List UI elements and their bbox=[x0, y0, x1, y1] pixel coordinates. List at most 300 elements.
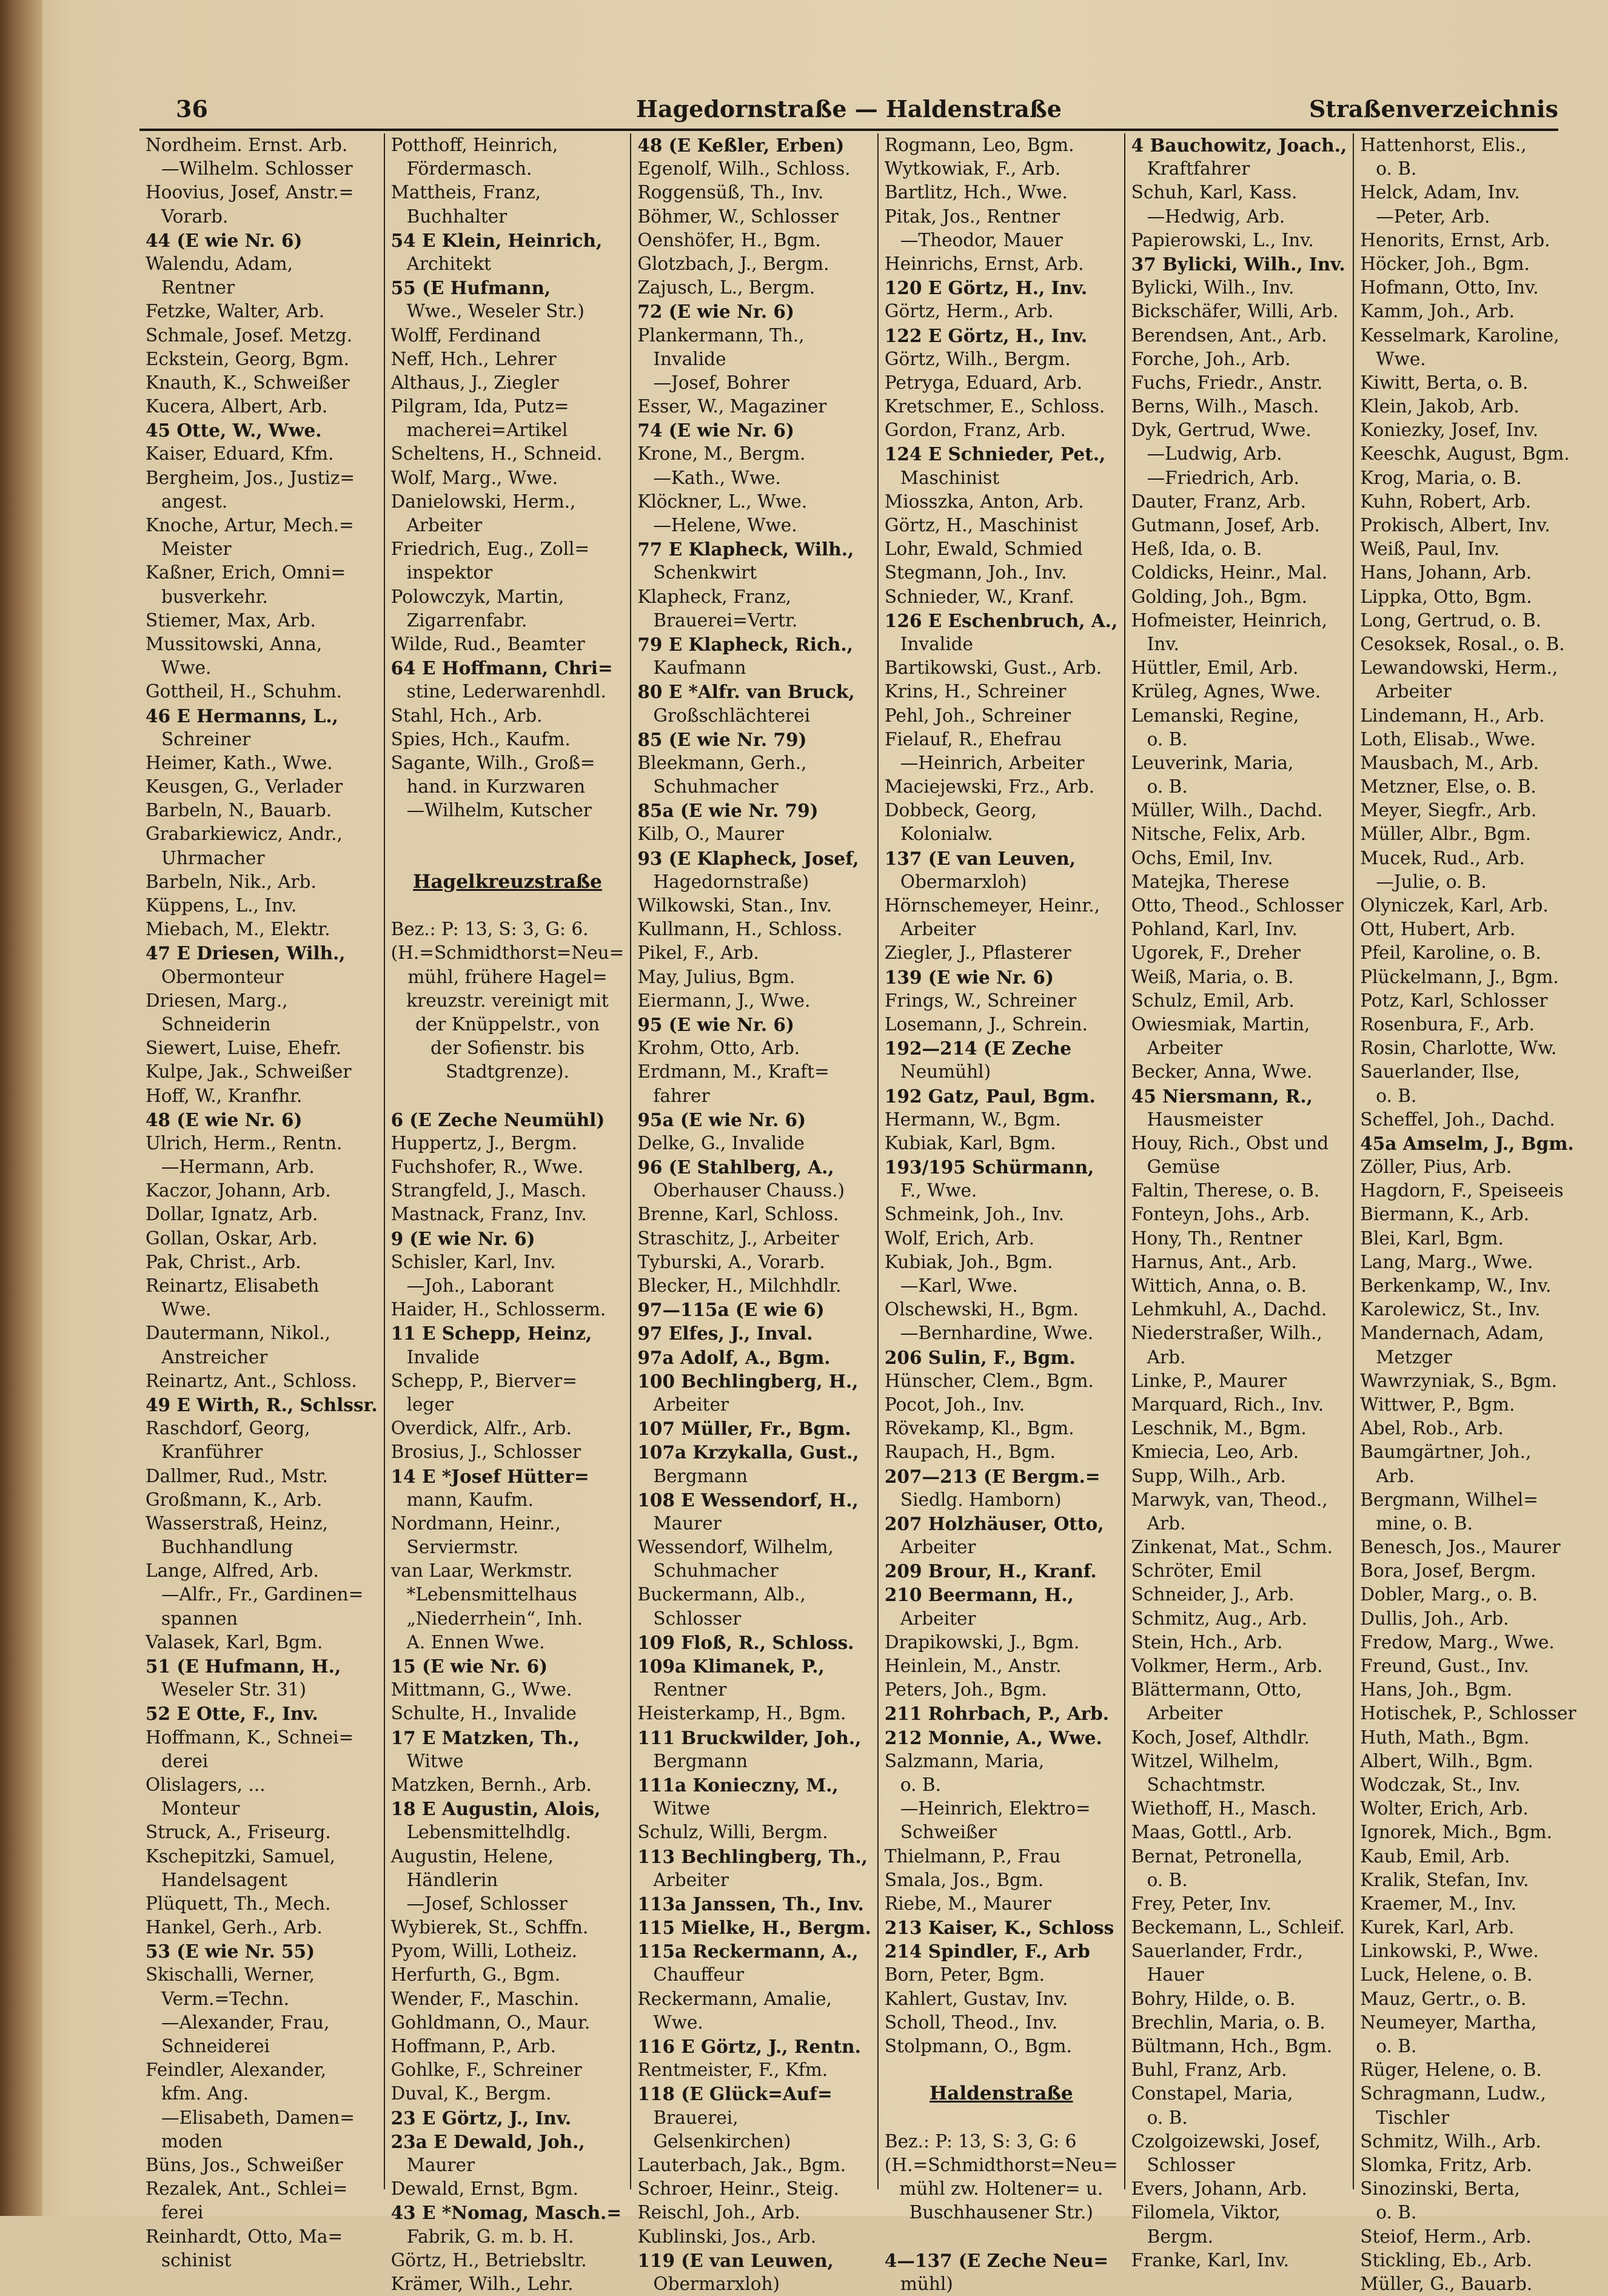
directory-entry-line: Rentner bbox=[161, 277, 235, 298]
directory-entry-line: Franke, Karl, Inv. bbox=[1131, 2249, 1290, 2271]
directory-entry-line: 126 E Eschenbruch, A., bbox=[884, 609, 1118, 631]
directory-entry-line: Bartlitz, Hch., Wwe. bbox=[884, 182, 1068, 203]
directory-entry-line: Fördermasch. bbox=[406, 158, 532, 180]
directory-entry-line: Weiß, Maria, o. B. bbox=[1131, 966, 1294, 987]
directory-entry-line: Metzner, Else, o. B. bbox=[1360, 776, 1536, 797]
directory-entry-line: Dauter, Franz, Arb. bbox=[1131, 491, 1306, 512]
directory-entry-line: 113a Janssen, Th., Inv. bbox=[637, 1893, 864, 1915]
directory-entry-line: 48 (E Keßler, Erben) bbox=[637, 135, 845, 156]
directory-entry-line: Stadtgrenze). bbox=[446, 1061, 569, 1083]
directory-entry-line: Kaub, Emil, Arb. bbox=[1360, 1845, 1510, 1867]
directory-entry-line: —Wilhelm. Schlosser bbox=[161, 158, 353, 180]
directory-entry-line: Krämer, Wilh., Lehr. bbox=[390, 2273, 574, 2294]
directory-entry-line: Invalide bbox=[406, 1346, 480, 1368]
directory-entry-line: Brechlin, Maria, o. B. bbox=[1131, 2012, 1325, 2033]
directory-entry-line: Fuchshofer, R., Wwe. bbox=[390, 1156, 584, 1178]
directory-entry-line: Nordmann, Heinr., bbox=[390, 1512, 561, 1534]
directory-entry-line: 4 Bauchowitz, Joach., bbox=[1131, 135, 1347, 156]
directory-entry-line: Anstreicher bbox=[161, 1346, 268, 1368]
street-heading: Hagelkreuzstraße bbox=[413, 870, 602, 893]
directory-entry-line: Architekt bbox=[406, 253, 492, 274]
directory-entry-line: Dobbeck, Georg, bbox=[884, 800, 1037, 821]
directory-entry-line: —Alfr., Fr., Gardinen= bbox=[161, 1584, 364, 1605]
directory-entry-line: 109a Klimanek, P., bbox=[637, 1656, 825, 1677]
directory-entry-line: 96 (E Stahlberg, A., bbox=[637, 1156, 834, 1178]
directory-entry-line: Linkowski, P., Wwe. bbox=[1360, 1941, 1539, 1962]
directory-entry-line: Owiesmiak, Martin, bbox=[1131, 1013, 1310, 1035]
directory-entry-line: Schulz, Emil, Arb. bbox=[1131, 990, 1295, 1011]
directory-entry-line: Tyburski, A., Vorarb. bbox=[637, 1251, 825, 1272]
directory-entry-line: Rentmeister, F., Kfm. bbox=[637, 2059, 828, 2081]
directory-entry-line: Pfeil, Karoline, o. B. bbox=[1360, 942, 1541, 964]
directory-entry-line: Wwe. bbox=[1376, 348, 1426, 369]
directory-entry-line: 213 Kaiser, K., Schloss bbox=[884, 1917, 1114, 1939]
directory-entry-line: Witwe bbox=[653, 1798, 711, 1819]
directory-entry-line: 51 (E Hufmann, H., bbox=[146, 1656, 341, 1677]
directory-entry-line: Leuverink, Maria, bbox=[1131, 752, 1294, 773]
directory-entry-line: Roggensüß, Th., Inv. bbox=[637, 182, 824, 203]
directory-entry-line: Herfurth, G., Bgm. bbox=[390, 1964, 561, 1986]
street-heading: Haldenstraße bbox=[930, 2083, 1073, 2105]
directory-entry-line: Salzmann, Maria, bbox=[884, 1750, 1045, 1771]
directory-entry-line: Wender, F., Maschin. bbox=[390, 1988, 580, 2009]
directory-entry-line: Wodczak, St., Inv. bbox=[1360, 1774, 1521, 1795]
directory-entry-line: Gottheil, H., Schuhm. bbox=[146, 681, 343, 702]
directory-entry-line: Krog, Maria, o. B. bbox=[1360, 467, 1522, 488]
directory-entry-line: Kschepitzki, Samuel, bbox=[146, 1845, 335, 1867]
directory-entry-line: 139 (E wie Nr. 6) bbox=[884, 966, 1054, 988]
directory-entry-line: Wytkowiak, F., Arb. bbox=[884, 158, 1061, 180]
directory-entry-line: Dewald, Ernst, Bgm. bbox=[390, 2178, 578, 2200]
directory-entry-line: Weiß, Paul, Inv. bbox=[1360, 539, 1500, 560]
directory-entry-line: Brenne, Karl, Schloss. bbox=[637, 1204, 839, 1225]
directory-entry-line: Struck, A., Friseurg. bbox=[146, 1822, 331, 1843]
directory-entry-line: Schreiner bbox=[161, 728, 251, 750]
directory-entry-line: macherei=Artikel bbox=[406, 420, 568, 441]
directory-entry-line: mühl, frühere Hagel= bbox=[407, 966, 608, 987]
directory-entry-line: 45 Otte, W., Wwe. bbox=[146, 420, 322, 441]
directory-entry-line: (H.=Schmidthorst=Neu= bbox=[884, 2154, 1118, 2175]
directory-entry-line: 207 Holzhäuser, Otto, bbox=[884, 1512, 1104, 1534]
directory-entry-line: Müller, Albr., Bgm. bbox=[1360, 824, 1531, 845]
directory-entry-line: 77 E Klapheck, Wilh., bbox=[637, 539, 854, 560]
directory-entry-line: Pohland, Karl, Inv. bbox=[1131, 919, 1298, 940]
directory-entry-line: Hoovius, Josef, Anstr.= bbox=[146, 182, 354, 203]
directory-entry-line: derei bbox=[161, 1750, 209, 1771]
directory-entry-line: Delke, G., Invalide bbox=[637, 1132, 805, 1153]
directory-entry-line: Volkmer, Herm., Arb. bbox=[1131, 1656, 1323, 1676]
directory-entry-line: Danielowski, Herm., bbox=[390, 491, 576, 512]
directory-entry-line: Lauterbach, Jak., Bgm. bbox=[637, 2154, 846, 2175]
page-title: Hagedornstraße — Haldenstraße bbox=[636, 95, 1062, 123]
directory-entry-line: Stein, Hch., Arb. bbox=[1131, 1631, 1283, 1653]
directory-entry-line: Papierowski, L., Inv. bbox=[1131, 229, 1314, 250]
directory-entry-line: Maurer bbox=[653, 1512, 722, 1534]
directory-entry-line: 207—213 (E Bergm.= bbox=[884, 1465, 1100, 1487]
directory-entry-line: Althaus, J., Ziegler bbox=[390, 372, 559, 393]
directory-entry-line: Cesoksek, Rosal., o. B. bbox=[1360, 633, 1565, 654]
directory-entry-line: Berkenkamp, W., Inv. bbox=[1360, 1275, 1552, 1296]
directory-entry-line: schinist bbox=[161, 2249, 232, 2271]
directory-entry-line: Houy, Rich., Obst und bbox=[1131, 1132, 1329, 1153]
directory-entry-line: Keeschk, August, Bgm. bbox=[1360, 443, 1570, 465]
directory-entry-line: Grabarkiewicz, Andr., bbox=[146, 824, 343, 845]
directory-entry-line: 107a Krzykalla, Gust., bbox=[637, 1442, 859, 1463]
directory-entry-line: Kaufmann bbox=[653, 657, 746, 679]
directory-entry-line: —Karl, Wwe. bbox=[900, 1275, 1018, 1296]
directory-entry-line: Prokisch, Albert, Inv. bbox=[1360, 515, 1550, 535]
directory-entry-line: Loth, Elisab., Wwe. bbox=[1360, 728, 1536, 750]
column-5 bbox=[1124, 133, 1353, 2271]
directory-entry-line: Hausmeister bbox=[1147, 1109, 1263, 1130]
directory-entry-line: Kraemer, M., Inv. bbox=[1360, 1893, 1517, 1914]
directory-entry-line: Born, Peter, Bgm. bbox=[884, 1964, 1045, 1986]
directory-entry-line: Potz, Karl, Schlosser bbox=[1360, 990, 1548, 1011]
directory-entry-line: —Josef, Schlosser bbox=[406, 1893, 568, 1914]
directory-entry-line: Helck, Adam, Inv. bbox=[1360, 182, 1520, 203]
directory-entry-line: Hony, Th., Rentner bbox=[1131, 1227, 1302, 1249]
directory-entry-line: Höcker, Joh., Bgm. bbox=[1360, 253, 1530, 274]
directory-entry-line: Kralik, Stefan, Inv. bbox=[1360, 1869, 1529, 1890]
directory-entry-line: 192—214 (E Zeche bbox=[884, 1038, 1072, 1059]
directory-entry-line: Mausbach, M., Arb. bbox=[1360, 752, 1539, 773]
directory-entry-line: Obermarxloh) bbox=[900, 871, 1027, 892]
directory-entry-line: Plückelmann, J., Bgm. bbox=[1360, 966, 1559, 987]
directory-entry-line: Kuhn, Robert, Arb. bbox=[1360, 491, 1532, 512]
directory-entry-line: Fonteyn, Johs., Arb. bbox=[1131, 1204, 1310, 1225]
directory-entry-line: —Julie, o. B. bbox=[1376, 871, 1487, 892]
directory-entry-line: Ott, Hubert, Arb. bbox=[1360, 919, 1516, 940]
directory-entry-line: 95a (E wie Nr. 6) bbox=[637, 1109, 806, 1130]
directory-entry-line: Dautermann, Nikol., bbox=[146, 1323, 331, 1344]
directory-entry-line: „Niederrhein“, Inh. bbox=[406, 1608, 583, 1629]
directory-entry-line: Witwe bbox=[406, 1750, 464, 1771]
directory-entry-line: Klöckner, L., Wwe. bbox=[637, 491, 808, 512]
directory-entry-line: o. B. bbox=[1147, 1869, 1188, 1890]
directory-entry-line: Schneiderei bbox=[161, 2036, 270, 2056]
directory-entry-line: 17 E Matzken, Th., bbox=[390, 1727, 580, 1748]
directory-entry-line: Buckermann, Alb., bbox=[637, 1584, 806, 1605]
directory-entry-line: 45 Niersmann, R., bbox=[1131, 1085, 1313, 1107]
directory-entry-line: mine, o. B. bbox=[1376, 1512, 1473, 1534]
directory-entry-line: Ignorek, Mich., Bgm. bbox=[1360, 1822, 1552, 1843]
directory-entry-line: Lindemann, H., Arb. bbox=[1360, 705, 1545, 726]
directory-entry-line: —Friedrich, Arb. bbox=[1147, 467, 1299, 488]
directory-entry-line: Hörnschemeyer, Heinr., bbox=[884, 895, 1100, 916]
directory-entry-line: Huppertz, J., Bergm. bbox=[390, 1132, 577, 1153]
directory-entry-line: 37 Bylicki, Wilh., Inv. bbox=[1131, 253, 1345, 275]
directory-entry-line: Bora, Josef, Bergm. bbox=[1360, 1560, 1536, 1582]
directory-entry-line: Witzel, Wilhelm, bbox=[1131, 1750, 1279, 1771]
directory-entry-line: May, Julius, Bgm. bbox=[637, 966, 796, 987]
directory-entry-line: Dyk, Gertrud, Wwe. bbox=[1131, 420, 1312, 441]
directory-entry-line: Scheltens, H., Schneid. bbox=[390, 443, 603, 465]
directory-entry-line: 43 E *Nomag, Masch.= bbox=[390, 2202, 622, 2224]
directory-entry-line: Maas, Gottl., Arb. bbox=[1131, 1822, 1293, 1843]
directory-entry-line: Knoche, Artur, Mech.= bbox=[146, 515, 354, 535]
directory-entry-line: Hotischek, P., Schlosser bbox=[1360, 1703, 1576, 1724]
directory-entry-line: Arbeiter bbox=[900, 919, 976, 940]
directory-entry-line: Rentner bbox=[653, 1679, 727, 1700]
directory-entry-line: Friedrich, Eug., Zoll= bbox=[390, 539, 590, 560]
directory-entry-line: Kubiak, Joh., Bgm. bbox=[884, 1251, 1053, 1272]
directory-entry-line: 212 Monnie, A., Wwe. bbox=[884, 1727, 1102, 1748]
directory-entry-line: Benesch, Jos., Maurer bbox=[1360, 1537, 1561, 1558]
directory-entry-line: 48 (E wie Nr. 6) bbox=[146, 1109, 303, 1130]
directory-entry-line: Stolpmann, O., Bgm. bbox=[884, 2036, 1072, 2056]
directory-entry-line: —Josef, Bohrer bbox=[653, 372, 789, 393]
directory-entry-line: Wittwer, P., Bgm. bbox=[1360, 1394, 1515, 1415]
directory-entry-line: Metzger bbox=[1376, 1346, 1452, 1368]
directory-entry-line: Buchhandlung bbox=[161, 1537, 293, 1558]
spacer bbox=[391, 822, 625, 846]
directory-entry-line: Bergm. bbox=[1147, 2226, 1214, 2247]
directory-entry-line: Huth, Math., Bgm. bbox=[1360, 1727, 1530, 1748]
directory-entry-line: 85 (E wie Nr. 79) bbox=[637, 728, 807, 750]
directory-entry-line: Invalide bbox=[900, 633, 974, 654]
directory-entry-line: Long, Gertrud, o. B. bbox=[1360, 609, 1542, 631]
section-title: Straßenverzeichnis bbox=[1308, 95, 1558, 123]
directory-entry-line: Brauerei=Vertr. bbox=[653, 609, 798, 631]
directory-entry-line: Wwe. bbox=[653, 2012, 703, 2033]
directory-entry-line: Pehl, Joh., Schreiner bbox=[884, 705, 1071, 726]
directory-entry-line: 64 E Hoffmann, Chri= bbox=[390, 657, 613, 679]
directory-entry-line: moden bbox=[161, 2130, 223, 2152]
directory-entry-line: Heimer, Kath., Wwe. bbox=[146, 752, 333, 773]
directory-entry-line: Kretschmer, E., Schloss. bbox=[884, 396, 1105, 417]
directory-entry-line: Reinhardt, Otto, Ma= bbox=[146, 2226, 343, 2247]
directory-entry-line: Brosius, J., Schlosser bbox=[390, 1442, 581, 1463]
directory-entry-line: Schisler, Karl, Inv. bbox=[390, 1251, 556, 1272]
directory-entry-line: spannen bbox=[161, 1608, 238, 1629]
directory-entry-line: Heisterkamp, H., Bgm. bbox=[637, 1703, 846, 1724]
directory-entry-line: 116 E Görtz, J., Rentn. bbox=[637, 2036, 861, 2057]
directory-entry-line: 192 Gatz, Paul, Bgm. bbox=[884, 1085, 1096, 1107]
directory-entry-line: Bergmann bbox=[653, 1465, 748, 1486]
directory-entry-line: Gutmann, Josef, Arb. bbox=[1131, 515, 1320, 535]
directory-entry-line: —Joh., Laborant bbox=[406, 1275, 554, 1296]
directory-entry-line: Hermann, W., Bgm. bbox=[884, 1109, 1061, 1130]
directory-entry-line: Chauffeur bbox=[653, 1964, 745, 1986]
directory-entry-line: Reinartz, Ant., Schloss. bbox=[146, 1370, 357, 1391]
directory-entry-line: Losemann, J., Schrein. bbox=[884, 1013, 1088, 1035]
directory-entry-line: 97—115a (E wie 6) bbox=[637, 1299, 825, 1321]
directory-entry-line: Ugorek, F., Dreher bbox=[1131, 942, 1301, 964]
directory-entry-line: Stegmann, Joh., Inv. bbox=[884, 562, 1067, 583]
directory-entry-line: Arbeiter bbox=[1376, 681, 1452, 702]
directory-entry-line: Rosenbura, F., Arb. bbox=[1360, 1013, 1535, 1035]
directory-entry-line: Olislagers, ... bbox=[146, 1774, 266, 1795]
directory-entry-line: Bergmann, Wilhel= bbox=[1360, 1489, 1538, 1510]
directory-entry-line: Weseler Str. 31) bbox=[161, 1679, 307, 1700]
spacer bbox=[391, 1084, 625, 1108]
directory-entry-line: Heinlein, M., Anstr. bbox=[884, 1656, 1062, 1676]
directory-entry-line: Lang, Marg., Wwe. bbox=[1360, 1251, 1533, 1272]
directory-entry-line: Hüttler, Emil, Arb. bbox=[1131, 657, 1299, 679]
directory-entry-line: Eckstein, Georg, Bgm. bbox=[146, 348, 350, 369]
directory-entry-line: Obermarxloh) bbox=[653, 2273, 780, 2294]
directory-entry-line: Feindler, Alexander, bbox=[146, 2059, 327, 2081]
directory-entry-line: 211 Rohrbach, P., Arb. bbox=[884, 1703, 1110, 1725]
directory-entry-line: Supp, Wilh., Arb. bbox=[1131, 1465, 1286, 1486]
directory-entry-line: Kublinski, Jos., Arb. bbox=[637, 2226, 817, 2247]
directory-entry-line: Kesselmark, Karoline, bbox=[1360, 324, 1559, 346]
directory-entry-line: Constapel, Maria, bbox=[1131, 2083, 1293, 2104]
directory-entry-line: 124 E Schnieder, Pet., bbox=[884, 443, 1106, 465]
directory-entry-line: Bickschäfer, Willi, Arb. bbox=[1131, 301, 1339, 322]
directory-entry-line: 111a Konieczny, M., bbox=[637, 1774, 839, 1796]
directory-entry-line: Hagdorn, F., Speiseeis bbox=[1360, 1180, 1564, 1201]
directory-entry-line: Koch, Josef, Althdlr. bbox=[1131, 1727, 1310, 1748]
directory-entry-line: Dullis, Joh., Arb. bbox=[1360, 1608, 1509, 1629]
directory-entry-line: Krone, M., Bergm. bbox=[637, 443, 806, 465]
directory-entry-line: 118 (E Glück=Auf= bbox=[637, 2083, 832, 2105]
directory-entry-line: Kulpe, Jak., Schweißer bbox=[146, 1061, 352, 1083]
directory-entry-line: Freund, Gust., Inv. bbox=[1360, 1656, 1529, 1676]
directory-entry-line: Stiemer, Max, Arb. bbox=[146, 609, 316, 631]
directory-entry-line: Mittmann, G., Wwe. bbox=[390, 1679, 572, 1700]
column-4 bbox=[877, 133, 1124, 2294]
directory-entry-line: Knauth, K., Schweißer bbox=[146, 372, 350, 393]
directory-entry-line: Wolff, Ferdinand bbox=[390, 324, 541, 346]
directory-entry-line: Matejka, Therese bbox=[1131, 871, 1290, 892]
directory-entry-line: Stickling, Eb., Arb. bbox=[1360, 2249, 1532, 2271]
directory-entry-line: Brauerei, bbox=[653, 2107, 739, 2128]
directory-entry-line: Pocot, Joh., Inv. bbox=[884, 1394, 1025, 1415]
book-spine bbox=[0, 0, 42, 2216]
directory-entry-line: Wwe., Weseler Str.) bbox=[406, 301, 585, 322]
directory-entry-line: Wwe. bbox=[161, 1299, 212, 1320]
directory-entry-line: 113 Bechlingberg, Th., bbox=[637, 1845, 868, 1867]
directory-entry-line: Scheffel, Joh., Dachd. bbox=[1360, 1109, 1555, 1130]
directory-entry-line: Serviermstr. bbox=[406, 1537, 519, 1558]
directory-entry-line: Görtz, Wilh., Bergm. bbox=[884, 348, 1071, 369]
directory-entry-line: mühl) bbox=[900, 2273, 953, 2294]
directory-entry-line: Görtz, Herm., Arb. bbox=[884, 301, 1054, 322]
directory-entry-line: Marquard, Rich., Inv. bbox=[1131, 1394, 1324, 1415]
directory-entry-line: Buhl, Franz, Arb. bbox=[1131, 2059, 1287, 2081]
directory-entry-line: Schroer, Heinr., Steig. bbox=[637, 2178, 839, 2200]
directory-entry-line: *Lebensmittelhaus bbox=[406, 1584, 577, 1605]
directory-entry-line: van Laar, Werkmstr. bbox=[390, 1560, 573, 1582]
directory-entry-line: Maschinist bbox=[900, 467, 1000, 488]
directory-entry-line: Kaiser, Eduard, Kfm. bbox=[146, 443, 334, 465]
directory-entry-line: Müller, G., Bauarb. bbox=[1360, 2273, 1533, 2294]
directory-entry-line: Luck, Helene, o. B. bbox=[1360, 1964, 1533, 1986]
directory-entry-line: Frings, W., Schreiner bbox=[884, 990, 1077, 1011]
directory-entry-line: 55 (E Hufmann, bbox=[390, 277, 551, 299]
directory-entry-line: 97 Elfes, J., Inval. bbox=[637, 1323, 813, 1344]
page-header bbox=[139, 91, 1558, 127]
column-6 bbox=[1353, 133, 1582, 2294]
directory-entry-line: Steiof, Herm., Arb. bbox=[1360, 2226, 1532, 2247]
directory-entry-line: Wittich, Anna, o. B. bbox=[1131, 1275, 1307, 1296]
directory-entry-line: Strangfeld, J., Masch. bbox=[390, 1180, 587, 1201]
directory-entry-line: Schmeink, Joh., Inv. bbox=[884, 1204, 1065, 1225]
directory-entry-line: 72 (E wie Nr. 6) bbox=[637, 301, 794, 323]
column-1 bbox=[139, 133, 384, 2271]
directory-entry-line: Blättermann, Otto, bbox=[1131, 1679, 1302, 1700]
directory-entry-line: Sauerlander, Frdr., bbox=[1131, 1941, 1304, 1962]
directory-entry-line: Eiermann, J., Wwe. bbox=[637, 990, 811, 1011]
directory-entry-line: Fuchs, Friedr., Anstr. bbox=[1131, 372, 1323, 393]
directory-entry-line: Filomela, Viktor, bbox=[1131, 2202, 1281, 2223]
directory-entry-line: Biermann, K., Arb. bbox=[1360, 1204, 1530, 1225]
directory-entry-line: Schröter, Emil bbox=[1131, 1560, 1262, 1582]
directory-entry-line: Skischalli, Werner, bbox=[146, 1964, 315, 1986]
directory-entry-line: Verm.=Techn. bbox=[161, 1988, 289, 2009]
directory-entry-line: Kilb, O., Maurer bbox=[637, 824, 784, 845]
directory-entry-line: Dollar, Ignatz, Arb. bbox=[146, 1204, 318, 1225]
directory-entry-line: Arbeiter bbox=[1147, 1038, 1223, 1059]
directory-entry-line: Frey, Peter, Inv. bbox=[1131, 1893, 1272, 1914]
directory-entry-line: Berendsen, Ant., Arb. bbox=[1131, 324, 1327, 346]
directory-entry-line: Rosin, Charlotte, Ww. bbox=[1360, 1038, 1557, 1059]
directory-entry-line: Pilgram, Ida, Putz= bbox=[390, 396, 569, 417]
directory-entry-line: Hünscher, Clem., Bgm. bbox=[884, 1370, 1094, 1391]
directory-entry-line: Schepp, P., Bierver= bbox=[390, 1370, 577, 1391]
directory-entry-line: mann, Kaufm. bbox=[406, 1489, 534, 1510]
directory-entry-line: Bohry, Hilde, o. B. bbox=[1131, 1988, 1296, 2009]
directory-entry-line: stine, Lederwarenhdl. bbox=[406, 681, 606, 702]
directory-entry-line: —Helene, Wwe. bbox=[653, 515, 797, 535]
directory-entry-line: —Peter, Arb. bbox=[1376, 206, 1490, 227]
directory-entry-line: —Hermann, Arb. bbox=[161, 1156, 315, 1178]
directory-entry-line: Arb. bbox=[1376, 1465, 1415, 1486]
directory-entry-line: Oenshöfer, H., Bgm. bbox=[637, 229, 821, 250]
directory-entry-line: leger bbox=[406, 1394, 454, 1415]
directory-entry-line: Lemanski, Regine, bbox=[1131, 705, 1299, 726]
directory-entry-line: Henorits, Ernst, Arb. bbox=[1360, 229, 1550, 250]
directory-entry-line: Pak, Christ., Arb. bbox=[146, 1251, 301, 1272]
directory-entry-line: Arbeiter bbox=[653, 1394, 729, 1415]
directory-entry-line: Hofmann, Otto, Inv. bbox=[1360, 277, 1539, 298]
directory-entry-line: kfm. Ang. bbox=[161, 2083, 249, 2104]
directory-entry-line: Drapikowski, J., Bgm. bbox=[884, 1631, 1080, 1653]
directory-entry-line: Ulrich, Herm., Rentn. bbox=[146, 1132, 343, 1153]
directory-entry-line: Marwyk, van, Theod., bbox=[1131, 1489, 1328, 1510]
directory-entry-line: Bültmann, Hch., Bgm. bbox=[1131, 2036, 1333, 2056]
directory-entry-line: Arb. bbox=[1147, 1346, 1186, 1368]
directory-entry-line: Schlosser bbox=[653, 1608, 742, 1629]
directory-entry-line: Smala, Jos., Bgm. bbox=[884, 1869, 1044, 1890]
directory-entry-line: Maciejewski, Frz., Arb. bbox=[884, 776, 1095, 797]
directory-entry-line: 9 (E wie Nr. 6) bbox=[390, 1227, 535, 1249]
directory-entry-line: Becker, Anna, Wwe. bbox=[1131, 1061, 1313, 1083]
directory-entry-line: 54 E Klein, Heinrich, bbox=[390, 229, 603, 251]
directory-entry-line: Böhmer, W., Schlosser bbox=[637, 206, 839, 227]
directory-entry-line: —Bernhardine, Wwe. bbox=[900, 1323, 1094, 1344]
directory-entry-line: Bez.: P: 13, S: 3, G: 6 bbox=[884, 2130, 1077, 2152]
directory-entry-line: Polowczyk, Martin, bbox=[390, 586, 564, 607]
directory-entry-line: Schneiderin bbox=[161, 1013, 271, 1035]
directory-entry-line: Koniezky, Josef, Inv. bbox=[1360, 420, 1539, 441]
directory-entry-line: Wolter, Erich, Arb. bbox=[1360, 1798, 1529, 1819]
directory-entry-line: Faltin, Therese, o. B. bbox=[1131, 1180, 1320, 1201]
directory-entry-line: Peters, Joh., Bgm. bbox=[884, 1679, 1047, 1700]
directory-entry-line: 18 E Augustin, Alois, bbox=[390, 1798, 601, 1820]
directory-entry-line: Wessendorf, Wilhelm, bbox=[637, 1537, 834, 1558]
directory-entry-line: Arbeiter bbox=[900, 1537, 976, 1558]
directory-entry-line: Bylicki, Wilh., Inv. bbox=[1131, 277, 1295, 298]
directory-entry-line: Meister bbox=[161, 539, 232, 560]
directory-entry-line: Hauer bbox=[1147, 1964, 1204, 1986]
directory-entry-line: Ziegler, J., Pflasterer bbox=[884, 942, 1071, 964]
directory-entry-line: Reckermann, Amalie, bbox=[637, 1988, 832, 2009]
directory-entry-line: 74 (E wie Nr. 6) bbox=[637, 420, 794, 441]
directory-entry-line: Dobler, Marg., o. B. bbox=[1360, 1584, 1538, 1605]
directory-entry-line: Tischler bbox=[1376, 2107, 1450, 2128]
